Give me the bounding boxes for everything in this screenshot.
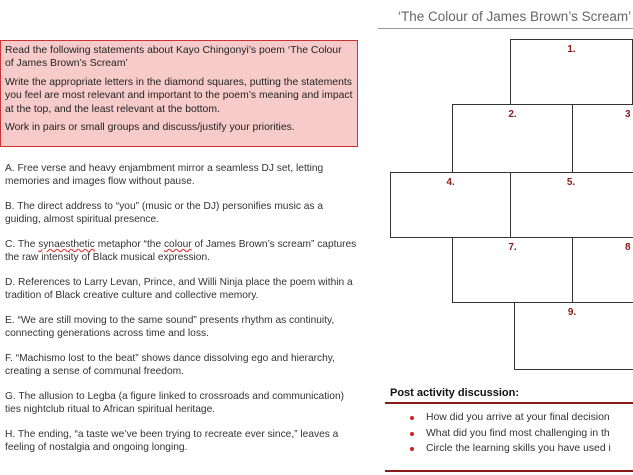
diamond-label-3: 3: [625, 109, 631, 120]
bullet-icon: [410, 416, 414, 420]
statement-g: G. The allusion to Legba (a figure linked to crossroads and communication) ties nightclub ritual to African spiritual heritage.: [5, 391, 345, 416]
header-divider: [378, 28, 633, 29]
statement-h: H. The ending, “a taste we’ve been trying to recreate ever since,” leaves a feeling of nostalgia and ongoing longing.: [5, 429, 339, 454]
diamond-label-9: 9.: [567, 307, 577, 318]
statement-e: E. “We are still moving to the same sound” presents rhythm as continuity, connecting generations across time and loss.: [5, 315, 335, 340]
diamond-box-1[interactable]: [510, 39, 633, 105]
diamond-box-2[interactable]: [452, 104, 573, 173]
spellcheck-word-synaesthetic: synaesthetic: [38, 239, 95, 250]
diamond-box-4[interactable]: [390, 172, 511, 238]
statement-a: A. Free verse and heavy enjambment mirror a seamless DJ set, letting memories and images flow without pause.: [5, 163, 324, 188]
post-activity-title: Post activity discussion:: [390, 387, 519, 399]
document-title: ‘The Colour of James Brown’s Scream’: [398, 9, 632, 24]
diamond-box-7[interactable]: [452, 237, 573, 303]
diamond-label-7: 7.: [508, 242, 517, 253]
instruction-read: Read the following statements about Kayo Chingonyi’s poem ‘The Colour of James Brown’s Scream’: [5, 45, 342, 70]
instructions-box: [0, 40, 358, 147]
diamond-label-4: 4.: [446, 177, 455, 188]
bullet-icon: [410, 432, 414, 436]
diamond-label-8: 8: [625, 242, 631, 253]
diamond-label-5: 5.: [566, 177, 576, 188]
instruction-work: Work in pairs or small groups and discuss/justify your priorities.: [5, 122, 295, 134]
statement-b: B. The direct address to “you” (music or the DJ) personifies music as a guiding, almost spiritual presence.: [5, 201, 324, 226]
bottom-divider: [385, 470, 633, 472]
diamond-box-5[interactable]: [510, 172, 633, 238]
post-activity-text: What did you find most challenging in th: [426, 427, 610, 439]
statement-c: C. The synaesthetic metaphor “the colour of James Brown’s scream” captures the raw intensity of Black musical expression.: [5, 239, 357, 264]
post-activity-text: How did you arrive at your final decision: [426, 412, 610, 423]
instruction-write: Write the appropriate letters in the diamond squares, putting the statements you feel are most relevant and important to the poem’s meaning and impact at the top, and the least relevant at the bottom.: [5, 76, 353, 115]
bullet-icon: [410, 447, 414, 451]
post-activity-text: Circle the learning skills you have used i: [426, 443, 611, 454]
post-activity-item: [408, 441, 611, 457]
diamond-label-2: 2.: [508, 109, 517, 120]
post-activity-item: [408, 426, 611, 442]
statements-list: [5, 162, 360, 466]
diamond-box-9[interactable]: [514, 302, 633, 370]
diamond-box-8[interactable]: [572, 237, 633, 303]
post-activity-item: [408, 410, 611, 426]
diamond-box-3[interactable]: [572, 104, 633, 173]
post-activity-list: [408, 410, 611, 457]
spellcheck-word-colour: colour: [163, 239, 192, 250]
post-activity-divider: [385, 402, 633, 404]
statement-f: F. “Machismo lost to the beat” shows dance dissolving ego and hierarchy, creating a sense of communal freedom.: [5, 353, 335, 378]
diamond-label-1: 1.: [567, 44, 576, 55]
statement-d: D. References to Larry Levan, Prince, and Willi Ninja place the poem within a tradition of Black creative culture and collective memory.: [5, 277, 353, 302]
